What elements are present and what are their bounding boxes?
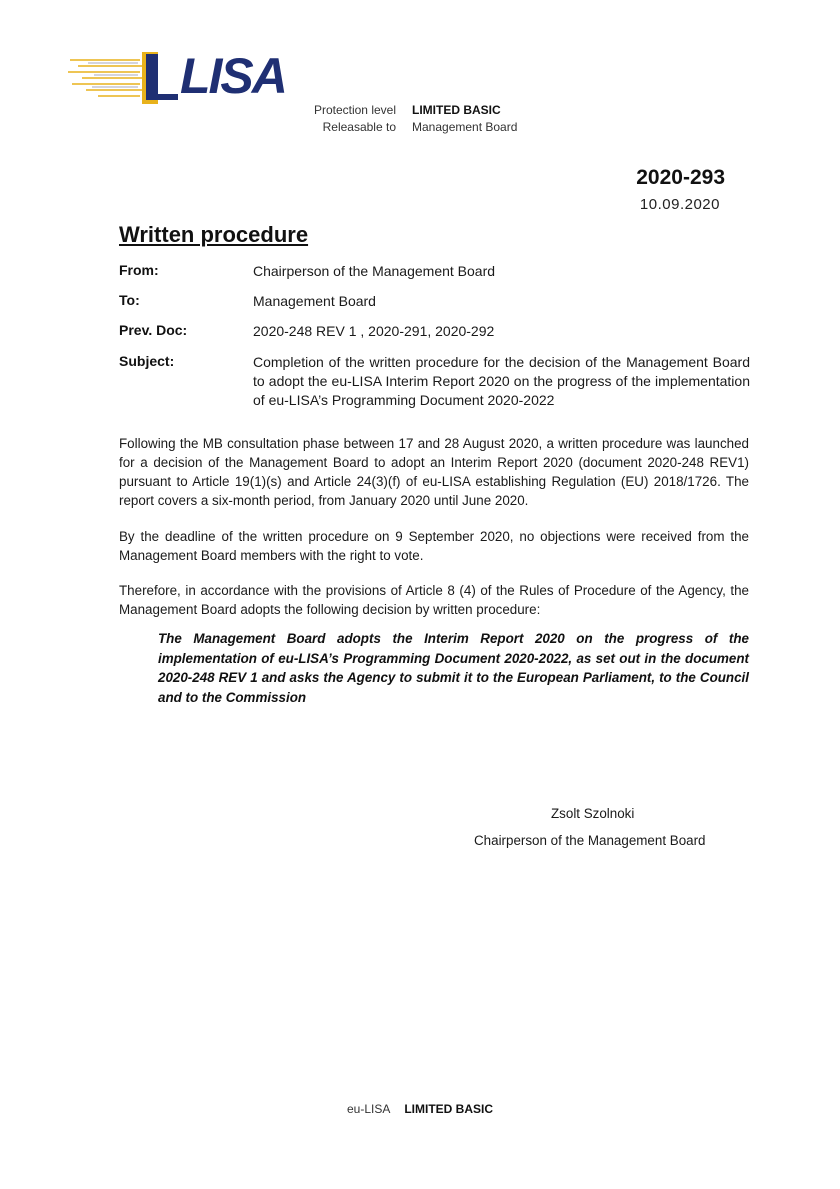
from-value: Chairperson of the Management Board bbox=[253, 263, 496, 279]
page-title: Written procedure bbox=[119, 222, 309, 247]
footer-classification: LIMITED BASIC bbox=[404, 1102, 494, 1116]
prev-doc-value: 2020-248 REV 1 , 2020-291, 2020-292 bbox=[253, 323, 495, 339]
protection-level-value: LIMITED BASIC bbox=[412, 103, 501, 117]
subject-label: Subject: bbox=[119, 353, 175, 369]
protection-level-label: Protection level bbox=[313, 103, 396, 117]
logo-lisa-text: LISA bbox=[180, 48, 286, 104]
body-paragraph-3: Therefore, in accordance with the provisions of Article 8 (4) of the Rules of Procedure of the Agency, the Management Board adopts the following decision by written procedure: bbox=[119, 583, 749, 617]
to-value: Management Board bbox=[253, 293, 376, 309]
document-date: 10.09.2020 bbox=[639, 196, 720, 213]
subject-value: Completion of the written procedure for the decision of the Management Board to adopt the eu-LISA Interim Report 2020 on the progress of the implementation of eu-LISA’s Programming Document 2020-2022 bbox=[253, 354, 750, 408]
footer-org: eu-LISA bbox=[346, 1102, 391, 1116]
signatory-title: Chairperson of the Management Board bbox=[474, 833, 706, 848]
decision-text: The Management Board adopts the Interim Report 2020 on the progress of the implementation of eu-LISA’s Programming Document 2020-2022, as set out in the document 2020-248 REV 1 and asks the Agency to submit it to the European Parliament, to the Council and to the Commission bbox=[158, 631, 749, 705]
document-number: 2020-293 bbox=[636, 166, 725, 189]
to-label: To: bbox=[119, 292, 140, 308]
eu-lisa-logo bbox=[68, 48, 284, 108]
releasable-to-label: Releasable to bbox=[322, 120, 396, 134]
page-footer bbox=[0, 1102, 840, 1116]
signatory-name: Zsolt Szolnoki bbox=[551, 806, 635, 821]
from-label: From: bbox=[119, 262, 159, 278]
releasable-to-value: Management Board bbox=[412, 120, 518, 134]
body-paragraph-1: Following the MB consultation phase between 17 and 28 August 2020, a written procedure was launched for a decision of the Management Board to adopt an Interim Report 2020 (document 2020-248 REV1) pursuant to Article 19(1)(s) and Article 24(3)(f) of eu-LISA establishing Regulation (EU) 2018/1726. The report covers a six-month period, from January 2020 until June 2020. bbox=[119, 436, 749, 508]
body-paragraph-2: By the deadline of the written procedure on 9 September 2020, no objections were received from the Management Board members with the right to vote. bbox=[119, 529, 749, 563]
prev-doc-label: Prev. Doc: bbox=[119, 322, 188, 338]
